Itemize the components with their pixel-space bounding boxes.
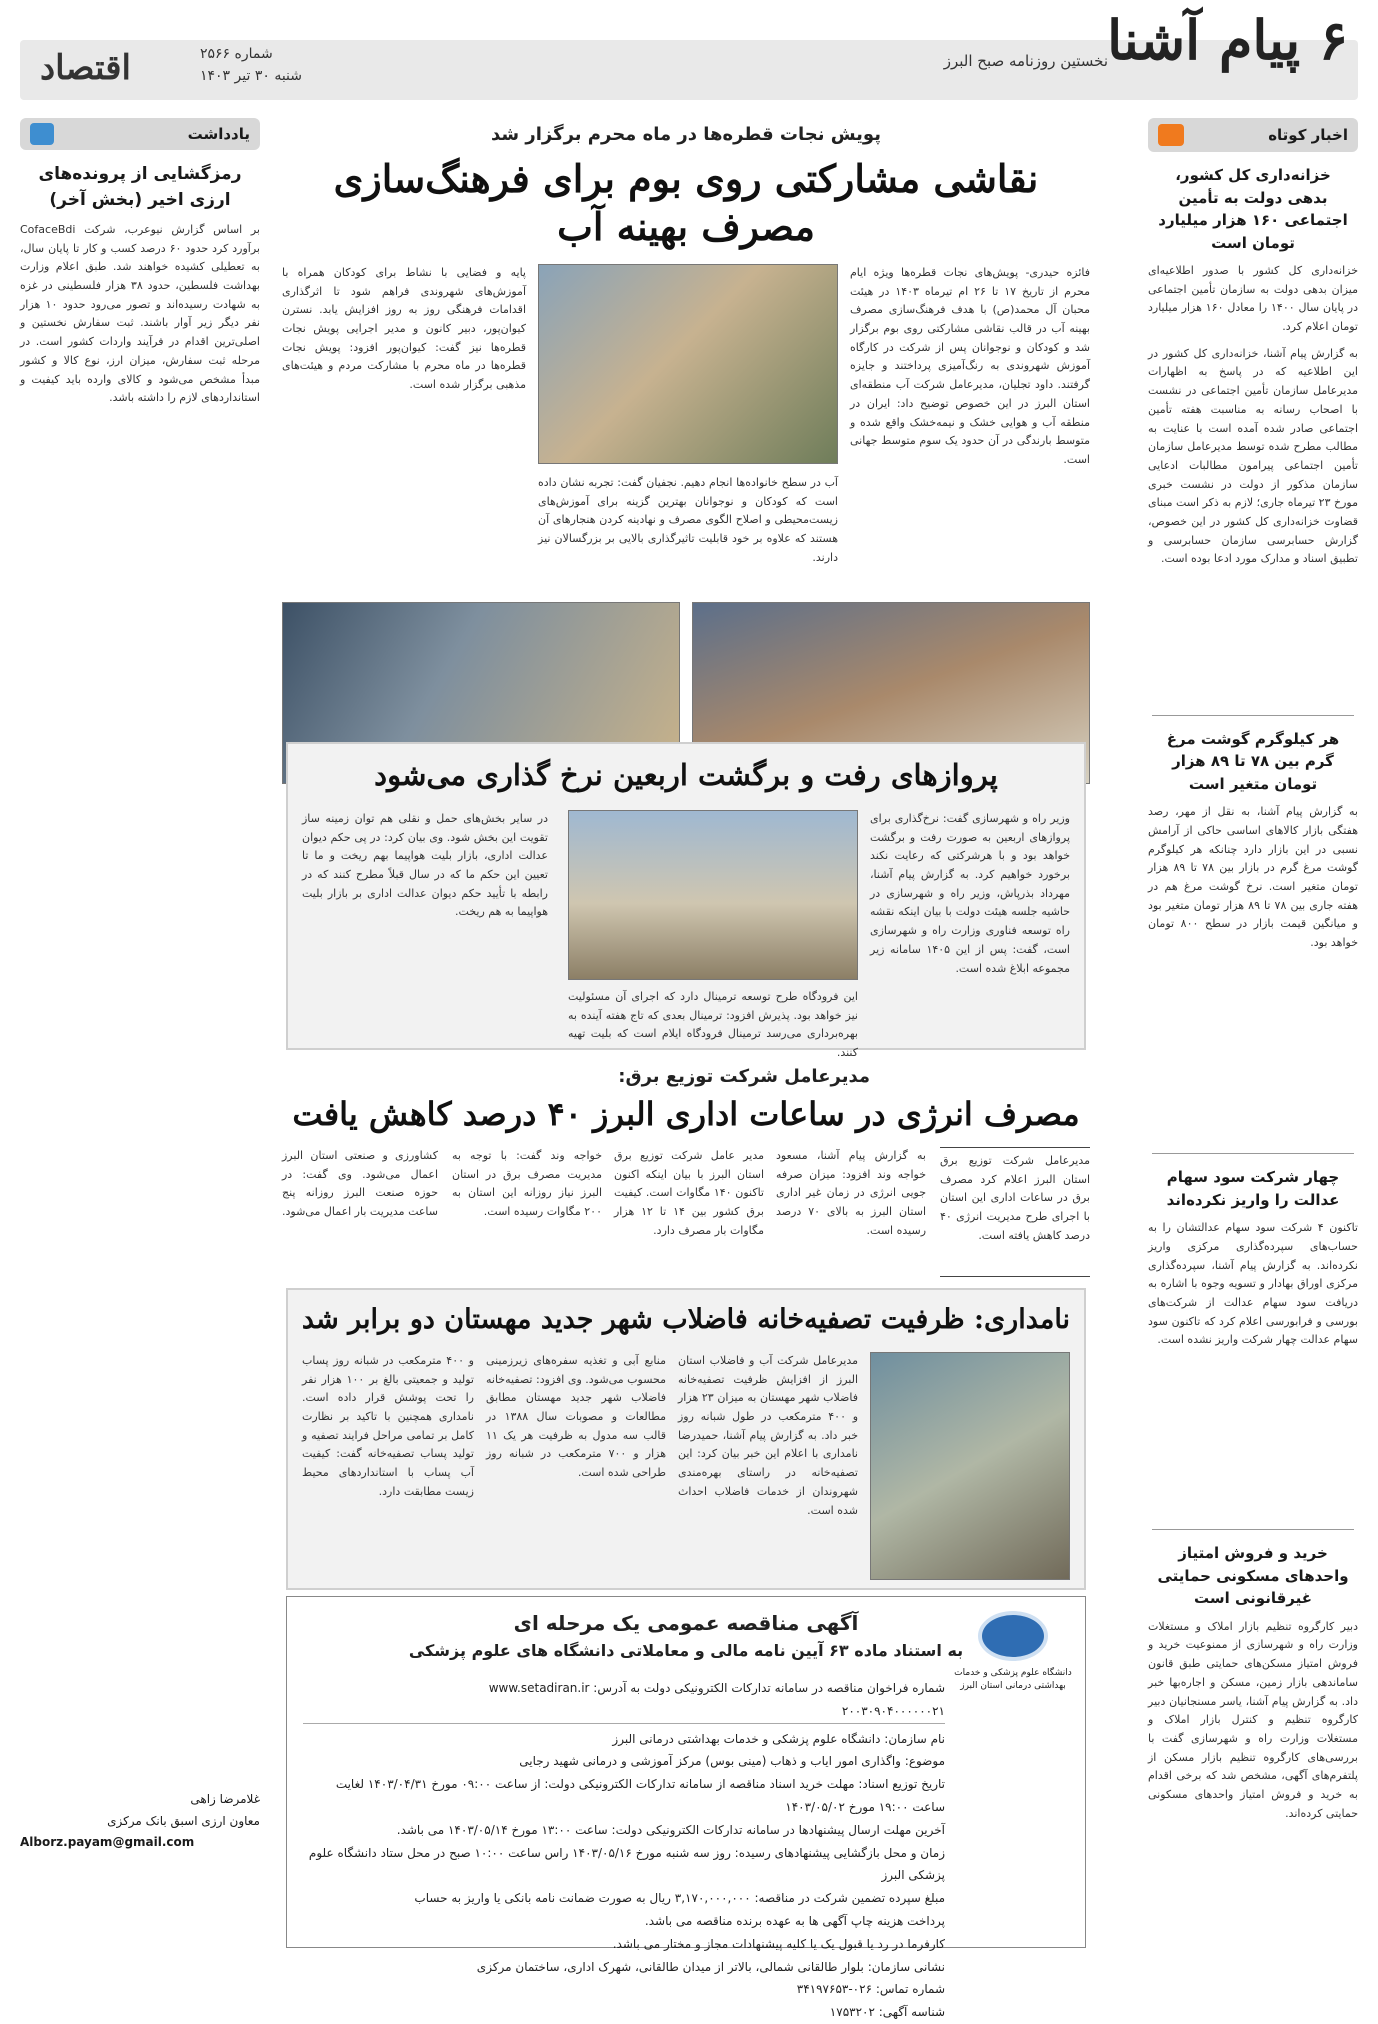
- lead-photo-children: [538, 264, 838, 464]
- ad-line: شماره فراخوان مناقصه در سامانه تدارکات الکترونیکی دولت به آدرس: www.setadiran.ir: [488, 1681, 945, 1695]
- ad-org: دانشگاه علوم پزشکی و خدمات بهداشتی درمانی استان البرز: [954, 1668, 1072, 1691]
- briefs-header-label: اخبار کوتاه: [1268, 126, 1348, 144]
- issue-date: شنبه ۳۰ تیر ۱۴۰۳: [200, 68, 303, 84]
- brief-title: خرید و فروش امتیاز واحدهای مسکونی حمایتی غیرقانونی است: [1157, 1544, 1349, 1608]
- ad-subtitle: به استناد ماده ۶۳ آیین نامه مالی و معاملاتی دانشگاه های علوم پزشکی: [408, 1641, 964, 1660]
- flights-col-left: در سایر بخش‌های حمل و نقلی هم توان زمینه ساز تقویت این بخش شود. وی بیان کرد: در پی حکم دیوان عدالت اداری، بازار بلیت هواپیما بهم ریخت و ما تا تعیین این حکم ما که در سال قبلاً مطرح کنند که در رابطه با تأیید حکم دیوان عدالت اداری بر بازار بلیت هواپیما به هم ریخت.: [302, 812, 548, 919]
- ad-line: شماره تماس: ۰۲۶-۳۴۱۹۷۶۵۳: [796, 1982, 945, 1997]
- electricity-col-2: مدیر عامل شرکت توزیع برق استان البرز با بیان اینکه اکنون تاکنون ۱۴۰ مگاوات است. کیفیت برق کشور بین ۱۴ تا ۱۲ هزار مگاوات بار مصرف دارد.: [614, 1149, 764, 1237]
- opinion-title: رمزگشایی از پرونده‌های ارزی اخیر (بخش آخر): [38, 164, 242, 210]
- ad-line: مبلغ سپرده تضمین شرکت در مناقصه: ۳,۱۷۰,۰۰۰,۰۰۰ ریال به صورت ضمانت نامه بانکی یا واریز به حساب: [414, 1891, 945, 1906]
- masthead: [0, 0, 1378, 110]
- ad-line: کارفرما در رد یا قبول یک یا کلیه پیشنهادات مجاز و مختار می باشد.: [612, 1936, 945, 1951]
- issue-info: [200, 46, 302, 90]
- wastewater-col-3: و ۴۰۰ مترمکعب در شبانه روز پساب تولید و جمعیتی بالغ بر ۱۰۰ هزار نفر را تحت پوشش قرار داده است. نامداری همچنین با تاکید بر نظارت کامل بر تمامی مراحل فرایند تصفیه و تولید پساب تصفیه‌خانه گفت: کیفیت آب پساب با استانداردهای محیط زیست مطابقت دارد.: [302, 1354, 474, 1498]
- electricity-kicker: مدیرعامل شرکت توزیع برق:: [618, 1066, 870, 1087]
- author-role: معاون ارزی اسبق بانک مرکزی: [107, 1813, 260, 1828]
- lead-col-right: فائزه حیدری- پویش‌های نجات قطره‌ها ویژه ایام محرم از تاریخ ۱۷ تا ۲۶ ام تیرماه ۱۴۰۳ در هیئت محبان آل محمد(ص) با هدف فرهنگ‌سازی مصرف بهینه آب در قالب نقاشی مشارکتی روی بوم برگزار شد و کودکان و نوجوانان پس از شرکت در کارگاه آموزش شهروندی به رنگ‌آمیزی پرداختند و جایزه گرفتند. داود تجلیان، مدیرعامل شرکت آب منطقه‌ای استان البرز در این خصوص توضیح داد: ایران در منطقه آب و هوایی خشک و نیمه‌خشک واقع شده و متوسط بارندگی در آن حدود یک سوم متوسط جهانی است.: [850, 266, 1090, 466]
- contact-email[interactable]: Alborz.payam@gmail.com: [20, 1835, 195, 1850]
- logo: [1107, 8, 1348, 72]
- lead-kicker: پویش نجات قطره‌ها در ماه محرم برگزار شد: [491, 124, 881, 145]
- electricity-headline: مصرف انرژی در ساعات اداری البرز ۴۰ درصد کاهش یافت: [292, 1095, 1080, 1133]
- ad-line: شناسه آگهی: ۱۷۵۳۲۰۲: [829, 2005, 945, 2020]
- divider: [1152, 1153, 1354, 1154]
- lead-body: [282, 264, 1090, 784]
- ad-title: آگهی مناقصه عمومی یک مرحله ای: [513, 1611, 859, 1635]
- tender-ad: [286, 1596, 1086, 2020]
- page-number: ۶: [1318, 8, 1348, 72]
- flights-story: [286, 742, 1086, 1060]
- author-name: غلامرضا زاهی: [190, 1792, 260, 1806]
- notepad-icon: [30, 123, 54, 145]
- university-logo-icon: [978, 1611, 1048, 1661]
- electricity-body: [282, 1147, 1090, 1277]
- ad-line: موضوع: واگذاری امور ایاب و ذهاب (مینی بوس) مرکز آموزشی و درمانی شهید رجایی: [519, 1754, 945, 1769]
- wastewater-col-2: منابع آبی و تغذیه سفره‌های زیرزمینی محسوب می‌شود. وی افزود: تصفیه‌خانه فاضلاب شهر جدید مهستان مطابق مطالعات و مصوبات سال ۱۳۸۸ در قالب سه مدول به ظرفیت هر یک ۱۱ هزار و ۷۰۰ مترمکعب در شبانه روز طراحی شده است.: [486, 1354, 666, 1480]
- lead-headline: نقاشی مشارکتی روی بوم برای فرهنگ‌سازی مصرف بهینه آب: [333, 156, 1039, 249]
- flights-col-right: وزیر راه و شهرسازی گفت: نرخ‌گذاری برای پروازهای اربعین به صورت رفت و برگشت خواهد بود و با هرشرکتی که رعایت نکند برخورد خواهیم کرد. به گزارش پیام آشنا، مهرداد بذرپاش، وزیر راه و شهرسازی در حاشیه جلسه هیئت دولت با بیان اینکه نقشه راه توسعه فناوری وزارت راه و شهرسازی است، گفت: پس از این ۱۴۰۵ سامانه زیر مجموعه ابلاغ شده است.: [870, 812, 1070, 975]
- lead-col-mid: آب در سطح خانواده‌ها انجام دهیم. نجفیان گفت: تجربه نشان داده است که کودکان و نوجوانان بهترین گزینه برای آموزش‌های زیست‌محیطی و اصلاح الگوی مصرف و نهادینه کردن هنجارهای آن هستند که علاوه بر خود قابلیت تاثیرگذاری بالایی بر بزرگسالان نیز دارند.: [538, 476, 838, 564]
- logo-text: پیام آشنا: [1107, 8, 1301, 72]
- briefs-header: [1148, 118, 1358, 152]
- wastewater-col-1: مدیرعامل شرکت آب و فاضلاب استان البرز از افزایش ظرفیت تصفیه‌خانه فاضلاب شهر مهستان به میزان ۲۳ هزار و ۴۰۰ مترمکعب در طول شبانه روز خبر داد. به گزارش پیام آشنا، حمیدرضا نامداری با اعلام این خبر بیان کرد: این تصفیه‌خانه در راستای بهره‌مندی شهروندان از خدمات فاضلاب احداث شده است.: [678, 1354, 859, 1517]
- flights-headline: پروازهای رفت و برگشت اربعین نرخ گذاری می‌شود: [374, 758, 998, 792]
- lead-col-left: پایه و فضایی با نشاط برای کودکان همراه با آموزش‌های شهروندی فراهم شود تا اثرگذاری اقدامات فرهنگی روز به روز افزایش یابد. نسترن کیوان‌پور، دبیر کانون و مدیر اجرایی پویش نجات قطره‌ها نیز گفت: کیوان‌پور افزود: پویش نجات قطره‌ها در ماه محرم با مشارکت مردم و هیئت‌های مذهبی برگزار شده است.: [282, 266, 526, 392]
- ad-line: آخرین مهلت ارسال پیشنهادها در سامانه تدارکات الکترونیکی دولت: ساعت ۱۳:۰۰ مورخ ۱۴۰۳/۰۵/۱۴ می باشد.: [396, 1822, 945, 1837]
- ad-line: ۲۰۰۳۰۹۰۴۰۰۰۰۰۰۲۱: [303, 1700, 945, 1724]
- briefs-column: [1148, 118, 1358, 1948]
- tagline: نخستین روزنامه صبح البرز: [943, 52, 1108, 70]
- author-signature: [20, 1789, 260, 1854]
- opinion-header: [20, 118, 260, 150]
- ad-line: نام سازمان: دانشگاه علوم پزشکی و خدمات بهداشتی درمانی البرز: [612, 1731, 945, 1746]
- wastewater-story: [286, 1288, 1086, 1590]
- section-title: اقتصاد: [40, 48, 131, 88]
- opinion-header-label: یادداشت: [187, 125, 250, 143]
- ad-body: [303, 1677, 945, 2020]
- airport-photo: [568, 810, 858, 980]
- issue-number: شماره ۲۵۶۶: [200, 46, 273, 62]
- brief-title: چهار شرکت سود سهام عدالت را واریز نکرده‌اند: [1166, 1168, 1340, 1209]
- ad-line: زمان و محل بازگشایی پیشنهادهای رسیده: روز سه شنبه مورخ ۱۴۰۳/۰۵/۱۶ راس ساعت ۱۰:۰۰ صبح در محل ستاد دانشگاه علوم پزشکی البرز: [308, 1845, 945, 1883]
- brief-title: هر کیلوگرم گوشت مرغ گرم بین ۷۸ تا ۸۹ هزار تومان متغیر است: [1166, 729, 1340, 793]
- opinion-body: بر اساس گزارش نیوعرب، شرکت CofaceBdi برآورد کرد حدود ۶۰ درصد کسب و کار تا پایان سال، به تعطیلی کشیده خواهند شد. طبق اعلام وزارت بهداشت فلسطین، حدود ۳۸ هزار فلسطینی در غزه به شهادت رسیده‌اند و تصور می‌رود حدود ۱۰ هزار نفر دیگر زیر آوار باشند. ثبت سفارش نخستین و اصلی‌ترین اقدام در فرآیند واردات کشور است. در مرحله ثبت سفارش، میزان ارز، نوع کالا و کشور مبدأ مشخص می‌شود و کالای وارده باید کیفیت و استانداردهای لازم را داشته باشد.: [20, 223, 260, 405]
- brief-body: به گزارش پیام آشنا، به نقل از مهر، رصد هفتگی بازار کالاهای اساسی حاکی از آرامش نسبی در این بازار دارد چنانکه هر کیلوگرم گوشت مرغ گرم در بازار بین ۷۸ تا ۸۹ هزار تومان متغیر است. نرخ گوشت مرغ هم در هفته جاری بین ۷۸ تا ۸۹ هزار تومان متغیر بود و میانگین قیمت بازار در سطح ۸۰۰ تومان خواهد بود.: [1148, 805, 1359, 950]
- divider: [1152, 715, 1354, 716]
- ad-line: تاریخ توزیع اسناد: مهلت خرید اسناد مناقصه از سامانه تدارکات الکترونیکی دولت: از ساعت ۰۹:۰۰ مورخ ۱۴۰۳/۰۴/۳۱ لغایت ساعت ۱۹:۰۰ مورخ ۱۴۰۳/۰۵/۰۲: [335, 1777, 945, 1814]
- brief-body: تاکنون ۴ شرکت سود سهام عدالتشان را به حساب‌های سپرده‌گذاری مرکزی واریز نکرده‌اند. به گزارش پیام آشنا، سپرده‌گذاری مرکزی اوراق بهادار و تسویه وجوه با اشاره به دریافت سود سهام عدالت از شرکت‌های بورسی و فرابورسی اعلام کرد که تاکنون سود سهام عدالت چهار شرکت واریز نشده است.: [1148, 1221, 1358, 1347]
- ad-logo: [953, 1611, 1073, 1692]
- electricity-col-1: به گزارش پیام آشنا، مسعود خواجه وند افزود: میزان صرفه جویی انرژی در زمان غیر اداری استان البرز به بالای ۷۰ درصد رسیده است.: [776, 1149, 926, 1237]
- brief-title: خزانه‌داری کل کشور، بدهی دولت به تأمین اجتماعی ۱۶۰ هزار میلیارد تومان است: [1158, 166, 1348, 252]
- treatment-plant-photo: [870, 1352, 1070, 1580]
- opinion-column: [20, 118, 260, 1948]
- wastewater-headline: نامداری: ظرفیت تصفیه‌خانه فاضلاب شهر جدید مهستان دو برابر شد: [301, 1304, 1071, 1335]
- ad-line: نشانی سازمان: بلوار طالقانی شمالی، بالاتر از میدان طالقانی، شهرک اداری، ساختمان مرکزی: [476, 1959, 945, 1974]
- brief-body: به گزارش پیام آشنا، خزانه‌داری کل کشور در این اطلاعیه که در پاسخ به اظهارات مدیرعامل سازمان تأمین اجتماعی در نشست با اصحاب رسانه به مناسبت هفته تأمین اجتماعی صادر شده آمده است با عنایت به مطالب مطرح شده توسط مدیرعامل سازمان تأمین اجتماعی پیرامون مطالبات ادعایی سازمان مذکور از دولت در نشست خبری مورخ ۲۳ تیرماه جاری؛ لازم به ذکر است مبنای قضاوت خزانه‌داری کل کشور در این خصوص، گزارش حسابرسی سازمان حسابرسی و تطبیق اسناد و مدارک مورد ادعا بوده است.: [1148, 346, 1358, 566]
- divider: [1152, 1529, 1354, 1530]
- flights-col-mid: این فرودگاه طرح توسعه ترمینال دارد که اجرای آن مسئولیت نیز خواهد بود. پذیرش افزود: ترمینال بعدی که تاج هفته آینده به بهره‌برداری می‌رسد ترمینال فرودگاه ایلام است که بلیت تهیه کنند.: [568, 990, 858, 1060]
- brief-lead: خزانه‌داری کل کشور با صدور اطلاعیه‌ای میزان بدهی دولت به سازمان تأمین اجتماعی در پایان سال ۱۴۰۰ را معادل ۱۶۰ هزار میلیارد تومان اعلام کرد.: [1148, 264, 1358, 334]
- lead-story: [282, 118, 1090, 730]
- electricity-col-4: کشاورزی و صنعتی استان البرز اعمال می‌شود. وی گفت: در حوزه صنعت البرز روزانه پنج ساعت مدیریت بار اعمال می‌شود.: [282, 1149, 438, 1219]
- electricity-col-3: خواجه وند گفت: با توجه به مدیریت مصرف برق در استان البرز نیاز روزانه این استان به ۲۰۰ مگاوات رسیده است.: [452, 1149, 602, 1219]
- electricity-story: [282, 1058, 1090, 1284]
- ad-line: پرداخت هزینه چاپ آگهی ها به عهده برنده مناقصه می باشد.: [644, 1913, 945, 1928]
- electricity-lead: مدیرعامل شرکت توزیع برق استان البرز اعلام کرد مصرف برق در ساعات اداری این استان با اجرای طرح مدیریت انرژی ۴۰ درصد کاهش یافته است.: [940, 1147, 1090, 1277]
- brief-body: دبیر کارگروه تنظیم بازار املاک و مستغلات وزارت راه و شهرسازی از ممنوعیت خرید و فروش امتیاز مسکن‌های حمایتی طبق قانون ساماندهی بازار زمین، مسکن و اجاره‌بها خبر داد. به گزارش پیام آشنا، یاسر مسنجانیان دبیر کارگروه تنظیم و کنترل بازار املاک و مستغلات وزارت راه و شهرسازی گفت با بررسی‌های کارگروه تنظیم بازار مسکن از پلتفرم‌های آگهی، مشخص شد که برخی اقدام به خرید و فروش امتیاز واحدهای مسکونی حمایتی کرده‌اند.: [1148, 1619, 1358, 1820]
- megaphone-icon: [1158, 124, 1184, 146]
